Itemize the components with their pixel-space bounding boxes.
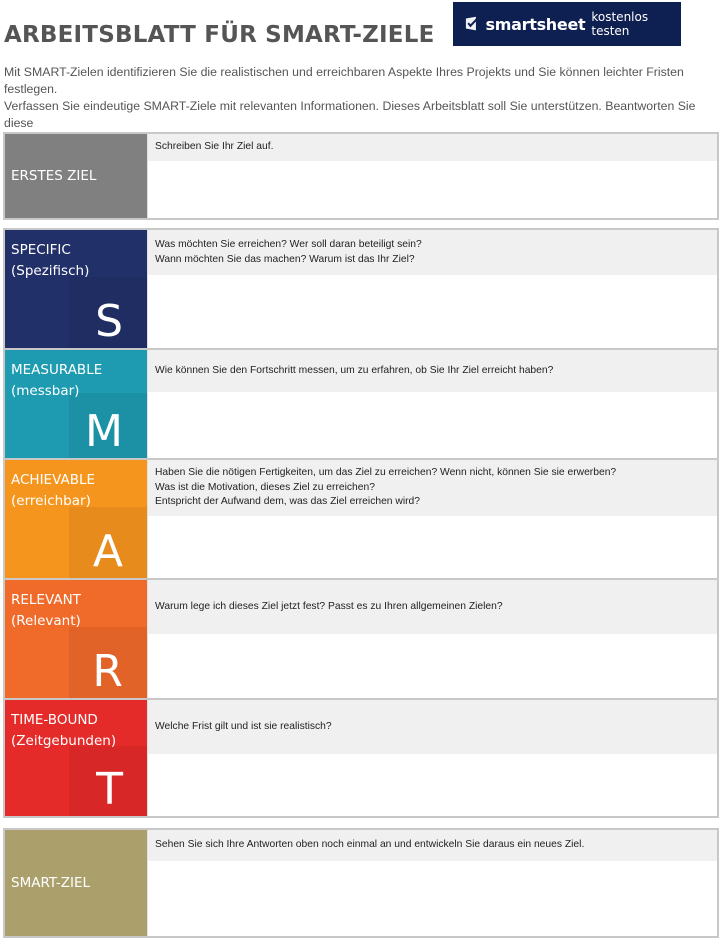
timebound-letter: T xyxy=(96,764,123,815)
question-line: Sehen Sie sich Ihre Antworten oben noch einmal an und entwickeln Sie daraus ein neues Ziel. xyxy=(155,839,585,851)
first-goal-content xyxy=(147,134,717,218)
achievable-question xyxy=(148,460,717,516)
timebound-content xyxy=(147,700,717,816)
smartsheet-trial-button[interactable] xyxy=(453,2,681,46)
timebound-section xyxy=(3,698,719,818)
smart-goal-label-cell xyxy=(5,830,147,936)
timebound-label-en: TIME-BOUND xyxy=(11,712,98,728)
specific-section xyxy=(3,228,719,350)
measurable-label-cell xyxy=(5,350,147,458)
specific-answer-field[interactable] xyxy=(148,275,717,348)
question-line: Was möchten Sie erreichen? Wer soll daran beteiligt sein? xyxy=(155,239,422,250)
relevant-section xyxy=(3,578,719,700)
relevant-label-cell xyxy=(5,580,147,698)
question-line: Haben Sie die nötigen Fertigkeiten, um das Ziel zu erreichen? Wenn nicht, können Sie sie erwerben? xyxy=(155,467,617,479)
achievable-label xyxy=(11,470,95,512)
specific-label-de: (Spezifisch) xyxy=(11,263,90,279)
smart-goal-content xyxy=(147,830,717,936)
smart-goal-answer-field[interactable] xyxy=(148,861,717,936)
specific-content xyxy=(147,230,717,348)
achievable-label-cell xyxy=(5,460,147,578)
measurable-letter: M xyxy=(85,406,123,457)
question-line: Was ist die Motivation, dieses Ziel zu erreichen? xyxy=(155,481,375,493)
measurable-question xyxy=(148,350,717,392)
timebound-label-de: (Zeitgebunden) xyxy=(11,733,117,749)
brand-cta: kostenlos testen xyxy=(591,10,649,38)
measurable-label-de: (messbar) xyxy=(11,383,80,399)
relevant-label-de: (Relevant) xyxy=(11,613,81,629)
question-line: Entspricht der Aufwand dem, was das Ziel erreichen wird? xyxy=(155,496,420,508)
specific-question xyxy=(148,230,717,275)
timebound-question xyxy=(148,700,717,754)
measurable-label xyxy=(11,360,102,402)
achievable-section xyxy=(3,458,719,580)
first-goal-label: ERSTES ZIEL xyxy=(11,168,97,184)
relevant-content xyxy=(147,580,717,698)
relevant-letter: R xyxy=(92,646,123,697)
question-line: Welche Frist gilt und ist sie realistisch? xyxy=(155,720,332,732)
checkmark-logo-icon xyxy=(465,15,480,33)
achievable-letter: A xyxy=(92,526,123,577)
specific-letter: S xyxy=(95,296,123,347)
intro-line-2: Verfassen Sie eindeutige SMART-Ziele mit relevanten Informationen. Dieses Arbeitsblatt soll Sie unterstützen. Beantworten Sie diese xyxy=(4,99,696,130)
smart-goal-label: SMART-ZIEL xyxy=(11,875,91,891)
question-line: Schreiben Sie Ihr Ziel auf. xyxy=(155,141,274,153)
specific-label xyxy=(11,240,89,282)
achievable-content xyxy=(147,460,717,578)
question-line: Warum lege ich dieses Ziel jetzt fest? Passt es zu Ihren allgemeinen Zielen? xyxy=(155,600,503,612)
relevant-label-en: RELEVANT xyxy=(11,592,81,608)
first-goal-question xyxy=(148,134,717,161)
relevant-question xyxy=(148,580,717,634)
intro-line-1: Mit SMART-Zielen identifizieren Sie die realistischen und erreichbaren Aspekte Ihres Projekts und Sie können leichter Fristen festlegen. xyxy=(4,65,684,96)
measurable-section xyxy=(3,348,719,460)
specific-label-cell xyxy=(5,230,147,348)
first-goal-label-cell xyxy=(5,134,147,218)
specific-label-en: SPECIFIC xyxy=(11,242,71,258)
measurable-label-en: MEASURABLE xyxy=(11,362,103,378)
first-goal-section xyxy=(3,132,719,220)
question-line: Wann möchten Sie das machen? Warum ist das Ihr Ziel? xyxy=(155,253,415,265)
first-goal-answer-field[interactable] xyxy=(148,161,717,218)
achievable-answer-field[interactable] xyxy=(148,516,717,578)
achievable-label-de: (erreichbar) xyxy=(11,493,91,509)
smart-goal-section xyxy=(3,828,719,938)
measurable-content xyxy=(147,350,717,458)
relevant-answer-field[interactable] xyxy=(148,634,717,698)
timebound-answer-field[interactable] xyxy=(148,754,717,816)
question-line: Wie können Sie den Fortschritt messen, um zu erfahren, ob Sie Ihr Ziel erreicht haben? xyxy=(155,364,554,376)
page-title: ARBEITSBLATT FÜR SMART-ZIELE xyxy=(4,22,435,48)
timebound-label-cell xyxy=(5,700,147,816)
smart-goal-question xyxy=(148,830,717,861)
achievable-label-en: ACHIEVABLE xyxy=(11,472,96,488)
timebound-label xyxy=(11,710,116,752)
measurable-answer-field[interactable] xyxy=(148,392,717,458)
brand-name: smartsheet xyxy=(485,14,586,34)
relevant-label xyxy=(11,590,81,632)
